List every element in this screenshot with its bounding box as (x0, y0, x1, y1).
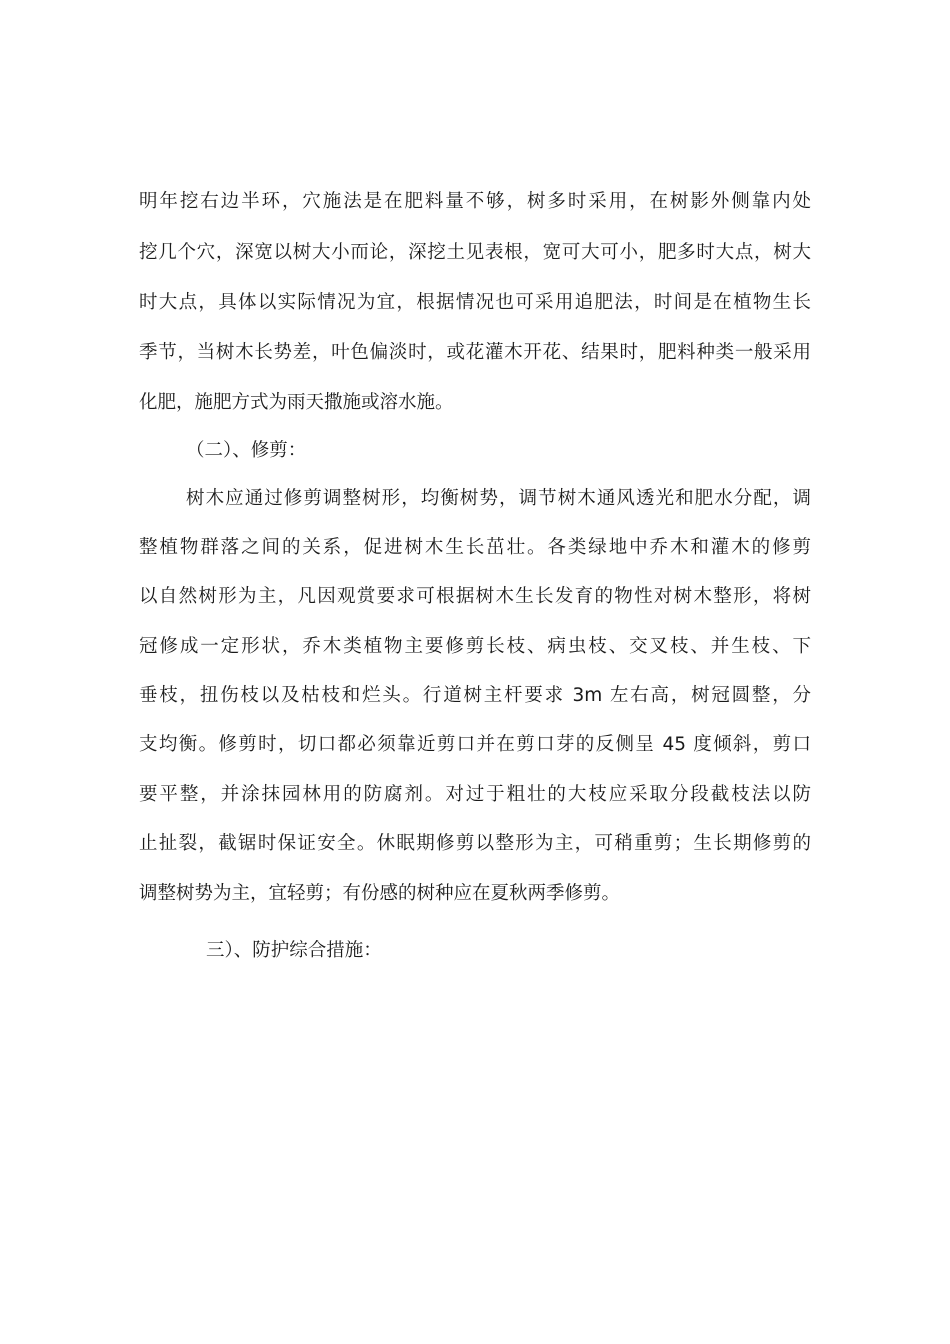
section-heading: （二）、修剪： (186, 440, 307, 461)
paragraph-line: 止扯裂，截锯时保证安全。休眠期修剪以整形为主，可稍重剪；生长期修剪的 (139, 833, 811, 854)
paragraph-line: 树木应通过修剪调整树形，均衡树势，调节树木通风透光和肥水分配，调 (186, 488, 811, 509)
paragraph-line: 明年挖右边半环，穴施法是在肥料量不够，树多时采用，在树影外侧靠内处 (139, 191, 811, 212)
paragraph-line: 整植物群落之间的关系，促进树木生长茁壮。各类绿地中乔木和灌木的修剪 (139, 537, 811, 558)
paragraph-line: 化肥，施肥方式为雨天撒施或溶水施。 (139, 392, 454, 413)
paragraph-line: 以自然树形为主，凡因观赏要求可根据树木生长发育的物性对树木整形，将树 (139, 586, 811, 607)
paragraph-line: 挖几个穴，深宽以树大小而论，深挖土见表根，宽可大可小，肥多时大点，树大 (139, 242, 811, 263)
paragraph-line: 时大点，具体以实际情况为宜，根据情况也可采用追肥法，时间是在植物生长 (139, 292, 811, 313)
paragraph-line: 支均衡。修剪时，切口都必须靠近剪口并在剪口芽的反侧呈 45 度倾斜，剪口 (139, 734, 811, 755)
section-heading: 三）、防护综合措施： (206, 940, 382, 961)
paragraph-line: 要平整，并涂抹园林用的防腐剂。对过于粗壮的大枝应采取分段截枝法以防 (139, 784, 811, 805)
paragraph-line: 垂枝，扭伤枝以及枯枝和烂头。行道树主杆要求 3m 左右高，树冠圆整，分 (139, 685, 811, 706)
paragraph-line: 调整树势为主，宜轻剪；有份感的树种应在夏秋两季修剪。 (139, 883, 621, 904)
paragraph-line: 季节，当树木长势差，叶色偏淡时，或花灌木开花、结果时，肥料种类一般采用 (139, 342, 811, 363)
paragraph-line: 冠修成一定形状，乔木类植物主要修剪长枝、病虫枝、交叉枝、并生枝、下 (139, 636, 811, 657)
